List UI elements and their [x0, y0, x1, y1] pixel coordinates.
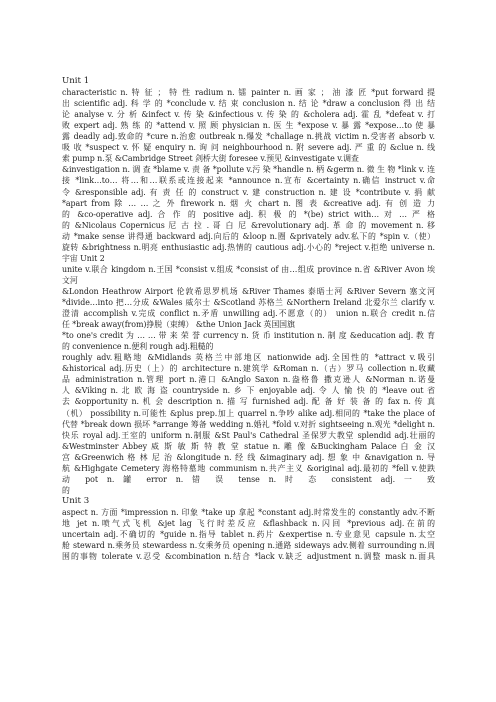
- vocab-line: 索 pump n.泵 &Cambridge Street 剑桥大街 foresee v.预见 &investigate v.调查: [62, 154, 359, 164]
- vocab-line: 舱 steward n.乘务员 stewardess n.女乘务员 opening n.通路 sideways adv.侧着 surrounding n.周: [62, 541, 435, 551]
- unit-title: Unit 1: [62, 76, 90, 86]
- vocab-line: 的 convenience n.便利 rough adj.粗糙的: [62, 342, 214, 352]
- vocab-line: 航 &Highgate Cemetery 海格特墓地 communism n.共产主义 &original adj.最初的 *fell v.使跌: [62, 463, 435, 473]
- vocab-line: *apart from 除 … … 之 外 firework n. 烟 火 chart n. 图 表 &creative adj. 有 创 造 力: [62, 198, 435, 208]
- vocab-line: 吸 收 *suspect v. 怀 疑 enquiry n. 询 问 neighbourhood n. 附 severe adj. 严 重 的 &clue n. 线: [62, 143, 435, 153]
- vocab-line: 的 &co-operative adj. 合 作 的 positive adj. 积 极 的 *(be) strict with… 对 … 严 格: [62, 209, 435, 219]
- vocab-line: 论 analyse v. 分 析 &infect v. 传 染 &infectious v. 传 染 的 &cholera adj. 霍 乱 *defeat v. 打: [62, 110, 435, 120]
- vocab-line: 快乐 royal adj.王室的 uniform n.制服 &St Paul's Cathedral 圣保罗大教堂 splendid adj.壮丽的: [62, 430, 435, 440]
- vocab-line: characteristic n. 特 征 ； 特 性 radium n. 镭 painter n. 画 家 ； 油 漆 匠 *put forward 提: [62, 88, 435, 98]
- vocab-line: 动 *make sense 讲得通 backward adj.向后的 &loop n.圈 &privately adv.私下的 *spin v.（使）: [62, 231, 435, 241]
- vocab-line: 文河: [62, 275, 78, 285]
- vocab-line: 代替 *break down 损坏 *arrange 筹备 wedding n.婚礼 *fold v.对折 sightseeing n.观光 *delight n.: [62, 419, 435, 429]
- vocab-line: 人 &Viking n. 北 欧 海 盗 countryside n. 乡 下 enjoyable adj. 令 人 愉 快 的 *leave out 省: [62, 386, 435, 396]
- vocab-line: 澄清 accomplish v.完成 conflict n.矛盾 unwilling adj.不愿意（的） union n.联合 credit n.信: [62, 309, 435, 319]
- vocab-line: 败 expert adj. 熟 练 的 *attend v. 照 顾 physician n. 医 生 *expose v. 暴 露 *expose…to 使 暴: [62, 121, 435, 131]
- vocab-line: 宇宙 Unit 2: [62, 253, 105, 263]
- vocab-line: &investigation n. 调 查 *blame v. 责 备 *pollute v.污 染 *handle n. 柄 &germ n. 微 生 物 *link v. 连: [62, 165, 435, 175]
- vocab-line: 去 &opportunity n. 机 会 description n. 描 写 furnished adj. 配 备 好 装 备 的 fax n. 传 真: [62, 397, 435, 407]
- vocab-line: 品 administration n.管理 port n.港口 &Anglo Saxon n.盎格鲁 撒克逊人 &Norman n.诺曼: [62, 375, 435, 385]
- vocab-line: roughly adv.粗略地 &Midlands 英格兰中部地区 nationwide adj.全国性的 *attract v.吸引: [62, 353, 435, 363]
- vocab-line: *to one's credit 为 … … 带 来 荣 誉 currency n. 货 币 institution n. 制 度 &education adj. 教 育: [62, 331, 435, 341]
- vocab-line: uncertain adj.不确切的 *guide n.指导 tablet n.药片 &expertise n.专业意见 capsule n.太空: [62, 530, 435, 540]
- vocab-line: &London Heathrow Airport 伦敦希思罗机场 &River Thames 泰晤士河 &River Severn 塞文河: [62, 286, 435, 296]
- vocab-line: （机） possibility n.可能性 &plus prep.加上 quarrel n.争吵 alike adj.相同的 *take the place of: [62, 408, 435, 418]
- vocab-line: 地 jet n.喷气式飞机 &jet lag 飞行时差反应 &flashback n.闪回 *previous adj.在前的: [62, 519, 435, 528]
- vocab-line: 旋转 &brightness n.明亮 enthusiastic adj.热情的 cautious adj.小心的 *reject v.拒绝 universe n.: [62, 242, 435, 252]
- vocab-line: 接 *link…to… 将…和…联系或连接起来 *announce n.宣布 &certainty n.确信 instruct v.命: [62, 176, 435, 186]
- vocab-line: *divide…into 把…分成 &Wales 威尔士 &Scotland 苏格兰 &Northern Ireland 北爱尔兰 clarify v.: [62, 298, 435, 307]
- unit-title: Unit 3: [62, 495, 90, 506]
- vocab-line: &Westminster Abbey 威 斯 敏 斯 特 教 堂 statue n. 雕 像 &Buckingham Palace 白 金 汉: [62, 441, 435, 451]
- vocab-line: 的 &Nicolaus Copernicus 尼 古 拉 . 哥 白 尼 &revolutionary adj. 革 命 的 movement n. 移: [62, 220, 435, 230]
- vocab-line: aspect n. 方面 *impression n. 印象 *take up 拿起 *constant adj.时常发生的 constantly adv.不断: [62, 507, 435, 517]
- vocab-line: 围的事物 tolerate v.忍受 &combination n.结合 *lack v.缺乏 adjustment n.调整 mask n.面具: [62, 552, 435, 562]
- vocab-line: 出 scientific adj. 科 学 的 *conclude v. 结 束 conclusion n. 结 论 *draw a conclusion 得 出 结: [62, 99, 435, 109]
- vocab-line: 任 *break away(from)挣脱（束缚） &the Union Jack 英国国旗: [62, 320, 295, 330]
- vocab-line: 令 &responsible adj. 有 责 任 的 construct v. 建 construction n. 建 设 *contribute v. 捐 献: [62, 187, 435, 197]
- vocab-line: 的: [62, 485, 70, 495]
- vocab-line: 动 pot n. 罐 error n. 错 误 tense n. 时 态 consistent adj. 一 致: [62, 474, 435, 484]
- vocab-line: 露 deadly adj.致命的 *cure n.治愈 outbreak n.爆发 *challage n.挑战 victim n.受害者 absorb v.: [62, 132, 435, 142]
- vocab-line: &historical adj.历史（上）的 architecture n.建筑学 &Roman n.（古）罗马 collection n.收藏: [62, 364, 435, 374]
- vocab-line: 宫 &Greenwich 格 林 尼 治 &longitude n. 经 线 &imaginary adj. 想 象 中 &navigation n. 导: [62, 452, 435, 462]
- vocab-line: unite v.联合 kingdom n.王国 *consist v.组成 *consist of 由…组成 province n.省 &River Avon 埃: [62, 264, 435, 274]
